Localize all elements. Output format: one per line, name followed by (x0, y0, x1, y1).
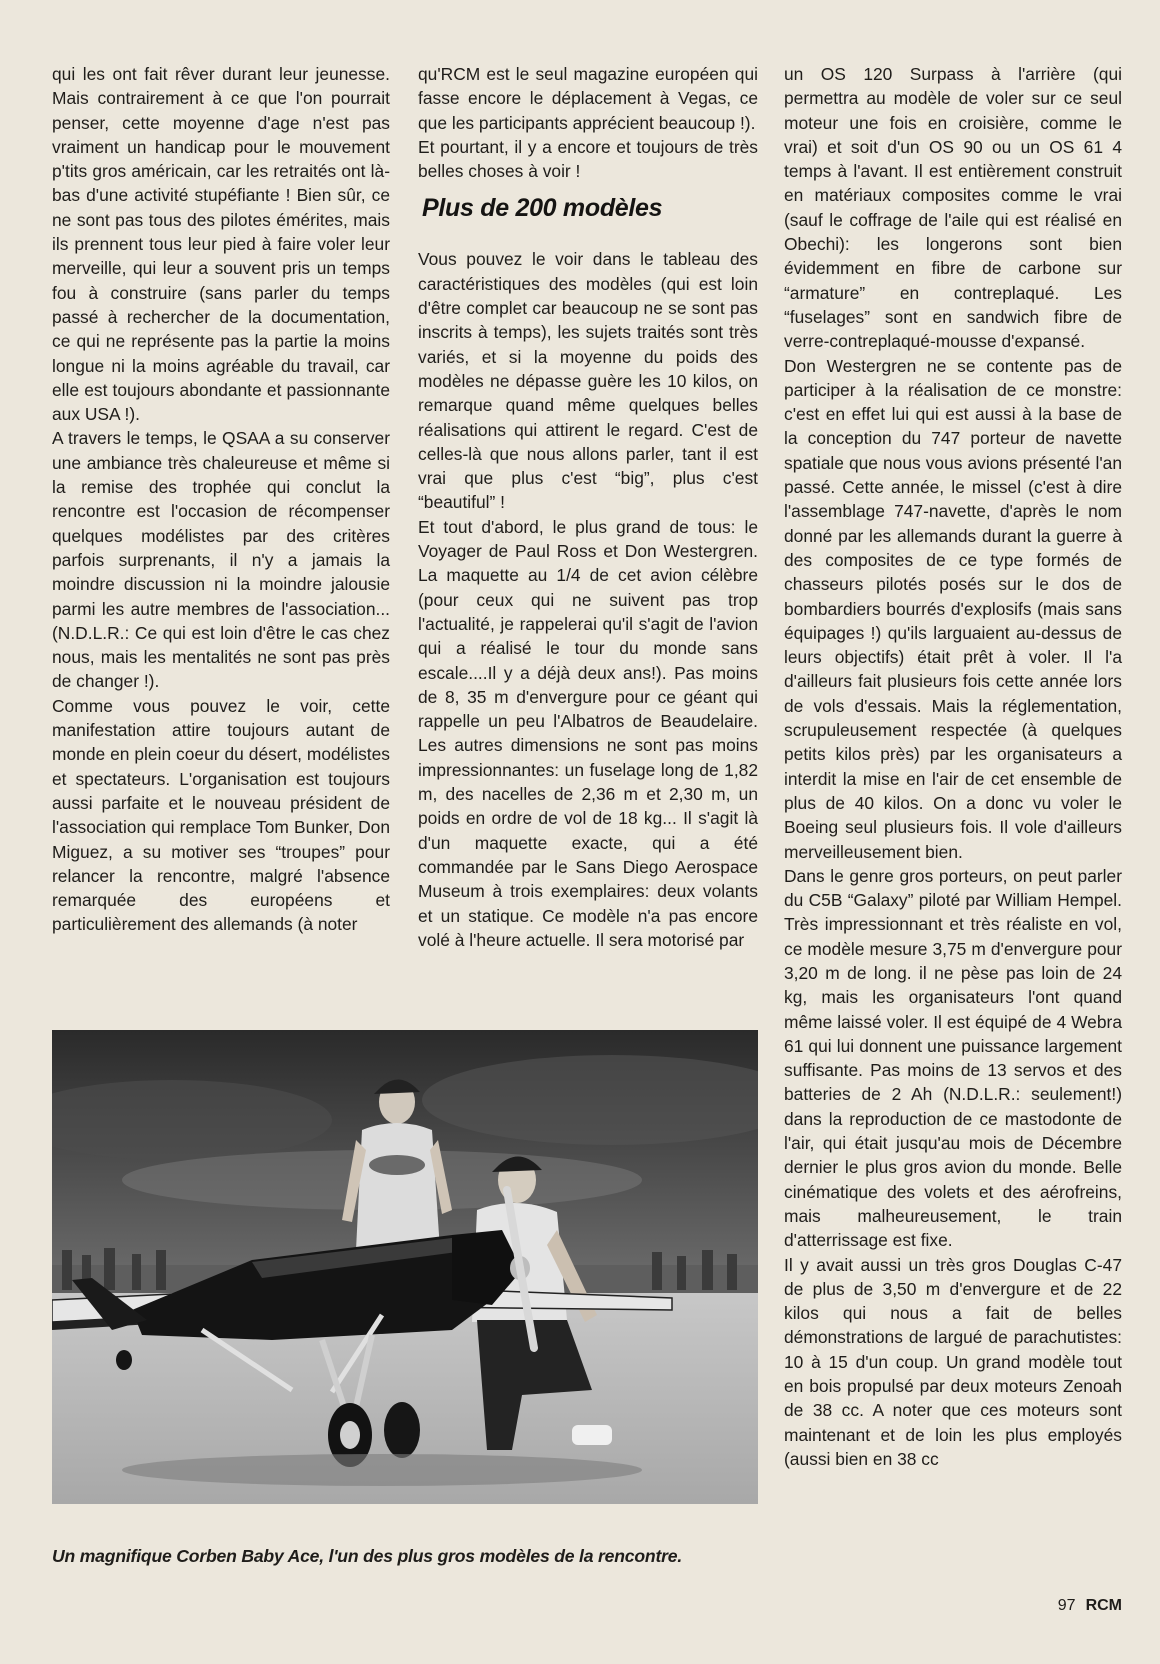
paragraph: Vous pouvez le voir dans le tableau des caractéristiques des modèles (qui est loin d'être complet car beaucoup ne se sont pas inscrits à temps), les sujets traités sont très variés, et si la moyenne du poids des modèles ne dépasse guère les 10 kilos, on remarque quand même quelques belles réalisations qui attirent le regard. C'est de celles-là que nous allons parler, tant il est vrai que plus c'est “big”, plus c'est “beautiful” ! (418, 249, 758, 513)
photo-caption: Un magnifique Corben Baby Ace, l'un des plus gros modèles de la rencontre. (52, 1546, 683, 1566)
paragraph: Dans le genre gros porteurs, on peut parler du C5B “Galaxy” piloté par William Hempel. Très impressionnant et très réaliste en vol, ce modèle mesure 3,75 m d'envergure pour 3,20 m de long. il ne pèse pas loin de 24 kg, mais les organisateurs l'ont quand même laissé voler. Il est équipé de 4 Webra 61 qui lui donnent une puissance largement suffisante. Pas moins de 13 servos et des batteries de 2 Ah (N.D.L.R.: seulement!) dans la reproduction de ce mastodonte de l'air, qui était jusqu'au mois de Décembre dernier le plus gros avion du monde. Belle cinématique des volets et des aérofreins, mais malheureusement, le train d'atterrissage est fixe. (784, 865, 1122, 1251)
page-footer (1058, 1597, 1122, 1615)
text-column-3 (784, 62, 1122, 1471)
paragraph: Et pourtant, il y a encore et toujours de très belles choses à voir ! (418, 136, 758, 182)
page-number: 97 (1057, 1597, 1076, 1614)
text-column-1 (52, 62, 390, 937)
paragraph: qui les ont fait rêver durant leur jeunesse. Mais contrairement à ce que l'on pourrait penser, cette moyenne d'age n'est pas vraiment un handicap pour le mouvement p'tits gros américain, car les retraités ont là-bas d'une activité stupéfiante ! Bien sûr, ce ne sont pas tous des pilotes émérites, mais ils prennent tous leur pied à faire voler leur merveille, qui leur a souvent pris un temps fou à construire (sans parler du temps passé à rechercher de la documentation, ce qui ne représente pas la partie la moins longue ni la moins agréable du travail, car elle est toujours abondante et passionnante aux USA !). (52, 64, 390, 425)
paragraph: un OS 120 Surpass à l'arrière (qui permettra au modèle de voler sur ce seul moteur une fois en croisière, comme le vrai) et soit d'un OS 90 ou un OS 61 4 temps à l'avant. Il est entièrement construit en matériaux composites comme le vrai (sauf le coffrage de l'aile qui est réalisé en Obechi): les longerons sont bien évidemment en fibre de carbone sur “armature” en contreplaqué. Les “fuselages” sont en sandwich fibre de verre-contreplaqué-mousse d'expansé. (784, 64, 1122, 352)
paragraph: Comme vous pouvez le voir, cette manifestation attire toujours autant de monde en plein coeur du désert, modélistes et spectateurs. L'organisation est toujours aussi parfaite et le nouveau président de l'association qui remplace Tom Bunker, Don Miguez, a su motiver ses “troupes” pour relancer la rencontre, malgré l'absence remarquée des européens et particulièrement des allemands (à noter (52, 695, 390, 935)
paragraph: A travers le temps, le QSAA a su conserver une ambiance très chaleureuse et même si la remise des trophée qui conclut la rencontre est l'occasion de récompenser quelques modélistes par des critères parfois surprenants, il n'y a jamais la moindre discussion ni la moindre jalousie parmi les autre membres de l'association... (N.D.L.R.: Ce qui est loin d'être le cas chez nous, mais les mentalités ne sont pas près de changer !). (52, 428, 390, 692)
paragraph: Don Westergren ne se contente pas de participer à la réalisation de ce monstre: c'est en effet lui qui est aussi à la base de la conception du 747 porteur de navette spatiale que nous vous avions présenté l'an passé. Cette année, le missel (c'est à dire l'assemblage 747-navette, d'après le nom donné par les allemands durant la guerre à des composites de ce type formés de chasseurs pilotés posés sur le dos de bombardiers bourrés d'explosifs (mais sans équipages !) qu'ils larguaient au-dessus de leurs objectifs) était prêt à voler. Il l'a d'ailleurs fait plusieurs fois cette année lors de vols d'essais. Mais la réglementation, scrupuleusement respectée (à quelques petits kilos près) par les organisateurs a interdit la mise en l'air de cet ensemble de plus de 40 kilos. On a donc vu voler le Boeing seul plusieurs fois. Il vole d'ailleurs merveilleusement bien. (784, 355, 1122, 862)
section-heading: Plus de 200 modèles (422, 194, 663, 223)
text-column-2 (418, 62, 758, 952)
photo-corben-baby-ace (52, 1030, 758, 1504)
paragraph: Et tout d'abord, le plus grand de tous: le Voyager de Paul Ross et Don Westergren. La maquette au 1/4 de cet avion célèbre (pour ceux qui ne suivent pas trop l'actualité, je rappelerai qu'il s'agit de l'avion qui a réalisé le tour du monde sans escale....Il y a déjà deux ans!). Pas moins de 8, 35 m d'envergure pour ce géant qui rappelle un peu l'Albatros de Beaudelaire. Les autres dimensions ne sont pas moins impressionnantes: un fuselage long de 1,82 m, des nacelles de 2,36 m et 2,30 m, un poids en ordre de vol de 18 kg... Il s'agit là d'un maquette exacte, qui a été commandée par le Sans Diego Aerospace Museum à trois exemplaires: deux volants et un statique. Ce modèle n'a pas encore volé à l'heure actuelle. Il sera motorisé par (418, 516, 758, 950)
paragraph: qu'RCM est le seul magazine européen qui fasse encore le déplacement à Vegas, ce que les participants apprécient beaucoup !). (418, 64, 758, 133)
magazine-name: RCM (1085, 1597, 1122, 1614)
paragraph: Il y avait aussi un très gros Douglas C-47 de plus de 3,50 m d'envergure et de 22 kilos qui nous a fait de belles démonstrations de largué de parachutistes: 10 à 15 d'un coup. Un grand modèle tout en bois propulsé par deux moteurs Zenoah de 38 cc. A noter que ces moteurs sont maintenant et de loin les plus employés (aussi bien en 38 cc (784, 1254, 1122, 1469)
